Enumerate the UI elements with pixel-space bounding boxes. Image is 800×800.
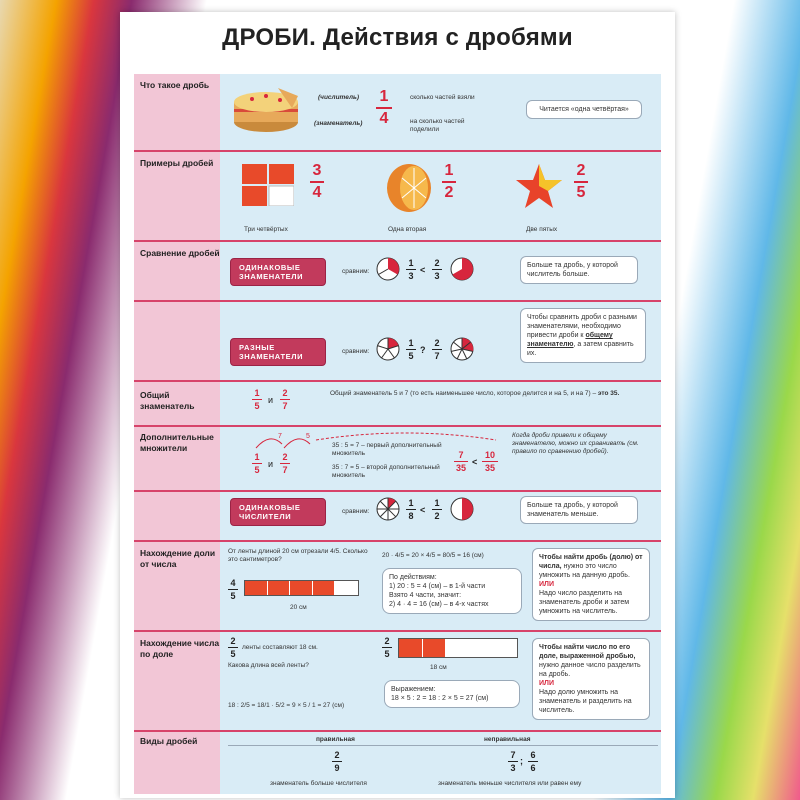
multiplier-7: 7 bbox=[278, 433, 282, 440]
numerator-label: (числитель) bbox=[318, 94, 360, 101]
poster bbox=[120, 12, 675, 798]
multiplier-note: Когда дроби привели к общему знаменателю, можно их сравнивать (см. правило по сравнению дробей). bbox=[512, 432, 639, 455]
strip-fraction-4-5: 4 5 bbox=[228, 578, 238, 601]
mult-fraction-1-5: 1 5 bbox=[252, 452, 262, 475]
label-part: Нахождение доли от числа bbox=[140, 548, 216, 569]
and-word: и bbox=[268, 395, 274, 405]
label-multipliers: Дополнительные множители bbox=[140, 432, 214, 453]
improper-fraction-7-3: 7 3 bbox=[508, 750, 518, 773]
multiplier-line-2: 35 : 7 = 5 – второй дополнительный множитель bbox=[332, 464, 440, 479]
improper-heading: неправильная bbox=[484, 736, 531, 743]
orange-half-icon bbox=[384, 162, 434, 214]
example-fraction-1: 3 4 bbox=[310, 162, 324, 202]
part-question: От ленты длиной 20 см отрезали 4/5. Сколько это сантиметров? bbox=[228, 548, 368, 563]
proper-description: знаменатель больше числителя bbox=[270, 780, 367, 787]
row-divider bbox=[134, 425, 661, 427]
ribbon-4-5 bbox=[244, 580, 359, 596]
pie-fifths-icon bbox=[376, 337, 400, 361]
row-divider bbox=[134, 630, 661, 632]
example-fraction-3: 2 5 bbox=[574, 162, 588, 202]
label-common: Общий знаменатель bbox=[140, 390, 195, 411]
and-word-2: и bbox=[268, 459, 274, 469]
same-numerators-tag: ОДИНАКОВЫЕ ЧИСЛИТЕЛИ bbox=[230, 498, 326, 526]
fraction-1-5: 1 5 bbox=[406, 338, 416, 361]
row-divider bbox=[134, 300, 661, 302]
cake-icon bbox=[232, 82, 302, 138]
taken-text: сколько частей взяли bbox=[410, 94, 475, 101]
fraction-one-quarter: 1 4 bbox=[376, 88, 392, 128]
part-rule-note: Чтобы найти дробь (долю) от числа, нужно это число умножить на данную дробь. ИЛИ Надо число разделить на знаменатель дроби и затем умножить на числитель. bbox=[532, 548, 650, 621]
denominator-label: (знаменатель) bbox=[314, 120, 363, 127]
compare-label: сравним: bbox=[342, 268, 370, 275]
semicolon: ; bbox=[520, 756, 523, 766]
ribbon-length-18: 18 см bbox=[430, 664, 447, 671]
example-caption-3: Две пятых bbox=[526, 226, 558, 233]
row-divider bbox=[134, 380, 661, 382]
expression-box bbox=[384, 680, 520, 708]
fraction-7-35: 7 35 bbox=[455, 450, 466, 473]
actions-box bbox=[382, 568, 522, 614]
squares-three-quarters-icon bbox=[242, 164, 294, 206]
improper-description: знаменатель меньше числителя или равен ему bbox=[438, 780, 582, 787]
reads-as-note: Читается «одна четвёртая» bbox=[526, 100, 642, 119]
expression-title: Выражением: bbox=[391, 686, 436, 693]
compare-label-3: сравним: bbox=[342, 508, 370, 515]
bypart-strip-fraction: 2 5 bbox=[382, 636, 392, 659]
improper-fraction-6-6: 6 6 bbox=[528, 750, 538, 773]
star-icon bbox=[516, 164, 562, 208]
question-sign: ? bbox=[420, 345, 426, 355]
action-step-mid: Взято 4 части, значит: bbox=[389, 592, 462, 599]
label-examples: Примеры дробей bbox=[140, 158, 214, 168]
same-numerator-note: Больше та дробь, у которой знаменатель меньше. bbox=[520, 496, 638, 524]
pie-one-third-icon bbox=[376, 257, 400, 281]
page-title: ДРОБИ. Действия с дробями bbox=[222, 24, 573, 51]
fraction-10-35: 10 35 bbox=[482, 450, 498, 473]
pie-sevenths-icon bbox=[450, 337, 474, 361]
example-fraction-2: 1 2 bbox=[442, 162, 456, 202]
different-denominators-tag: РАЗНЫЕ ЗНАМЕНАТЕЛИ bbox=[230, 338, 326, 366]
label-what: Что такое дробь bbox=[140, 80, 210, 90]
bypart-rule-note: Чтобы найти число по его доле, выраженной дробью, нужно данное число разделить на дробь. ИЛИ Надо долю умножить на знаменатель и разделить на числитель. bbox=[532, 638, 650, 720]
fraction-2-7: 2 7 bbox=[432, 338, 442, 361]
multiplier-5: 5 bbox=[306, 433, 310, 440]
fraction-1-2: 1 2 bbox=[432, 498, 442, 521]
less-than-sign: < bbox=[420, 265, 426, 275]
expression-text: 18 × 5 : 2 = 18 : 2 × 5 = 27 (см) bbox=[391, 695, 489, 702]
less-than-sign-2: < bbox=[472, 457, 478, 467]
less-than-sign-3: < bbox=[420, 505, 426, 515]
pie-eighths-icon bbox=[376, 497, 400, 521]
bypart-fraction-2-5: 2 5 bbox=[228, 636, 238, 659]
bypart-text-1: ленты составляют 18 см. bbox=[242, 644, 318, 651]
action-step-2: 2) 4 · 4 = 16 (см) – в 4-х частях bbox=[389, 601, 489, 608]
divided-text: на сколько частей поделили bbox=[410, 118, 465, 133]
common-denominator-text: Общий знаменатель 5 и 7 (то есть наименьшее число, которое делится и на 5, и на 7) – это 35. bbox=[330, 390, 620, 397]
row-divider bbox=[134, 730, 661, 732]
part-formula: 20 · 4/5 = 20 × 4/5 = 80/5 = 16 (см) bbox=[382, 552, 484, 559]
proper-fraction-2-9: 2 9 bbox=[332, 750, 342, 773]
label-kinds: Виды дробей bbox=[140, 736, 198, 746]
row-divider bbox=[134, 490, 661, 492]
pie-two-thirds-icon bbox=[450, 257, 474, 281]
same-denominator-note: Больше та дробь, у которой числитель больше. bbox=[520, 256, 638, 284]
label-comparison: Сравнение дробей bbox=[140, 248, 220, 258]
row-divider bbox=[134, 240, 661, 242]
fraction-1-8: 1 8 bbox=[406, 498, 416, 521]
compare-label-2: сравним: bbox=[342, 348, 370, 355]
pie-half-icon bbox=[450, 497, 474, 521]
common-fraction-1-5: 1 5 bbox=[252, 388, 262, 411]
bypart-formula: 18 : 2/5 = 18/1 · 5/2 = 9 × 5 / 1 = 27 (см) bbox=[228, 702, 345, 709]
mult-fraction-2-7: 2 7 bbox=[280, 452, 290, 475]
fraction-1-3: 1 3 bbox=[406, 258, 416, 281]
ribbon-length-20: 20 см bbox=[290, 604, 307, 611]
row-divider bbox=[134, 540, 661, 542]
different-denominator-note: Чтобы сравнить дроби с разными знаменателями, необходимо привести дроби к общему знаменателю, а затем сравнить их. bbox=[520, 308, 646, 363]
action-step-1: 1) 20 : 5 = 4 (см) – в 1-й части bbox=[389, 583, 486, 590]
proper-heading: правильная bbox=[316, 736, 355, 743]
actions-title: По действиям: bbox=[389, 574, 437, 581]
bypart-text-2: Какова длина всей ленты? bbox=[228, 662, 309, 669]
example-caption-1: Три четвёртых bbox=[244, 226, 288, 233]
kinds-divider bbox=[228, 745, 658, 746]
fraction-2-3: 2 3 bbox=[432, 258, 442, 281]
multiplier-line-1: 35 : 5 = 7 – первый дополнительный множитель bbox=[332, 442, 442, 457]
row-divider bbox=[134, 150, 661, 152]
same-denominators-tag: ОДИНАКОВЫЕ ЗНАМЕНАТЕЛИ bbox=[230, 258, 326, 286]
example-caption-2: Одна вторая bbox=[388, 226, 427, 233]
ribbon-2-5 bbox=[398, 638, 518, 658]
common-fraction-2-7: 2 7 bbox=[280, 388, 290, 411]
label-bypart: Нахождение числа по доле bbox=[140, 638, 220, 659]
